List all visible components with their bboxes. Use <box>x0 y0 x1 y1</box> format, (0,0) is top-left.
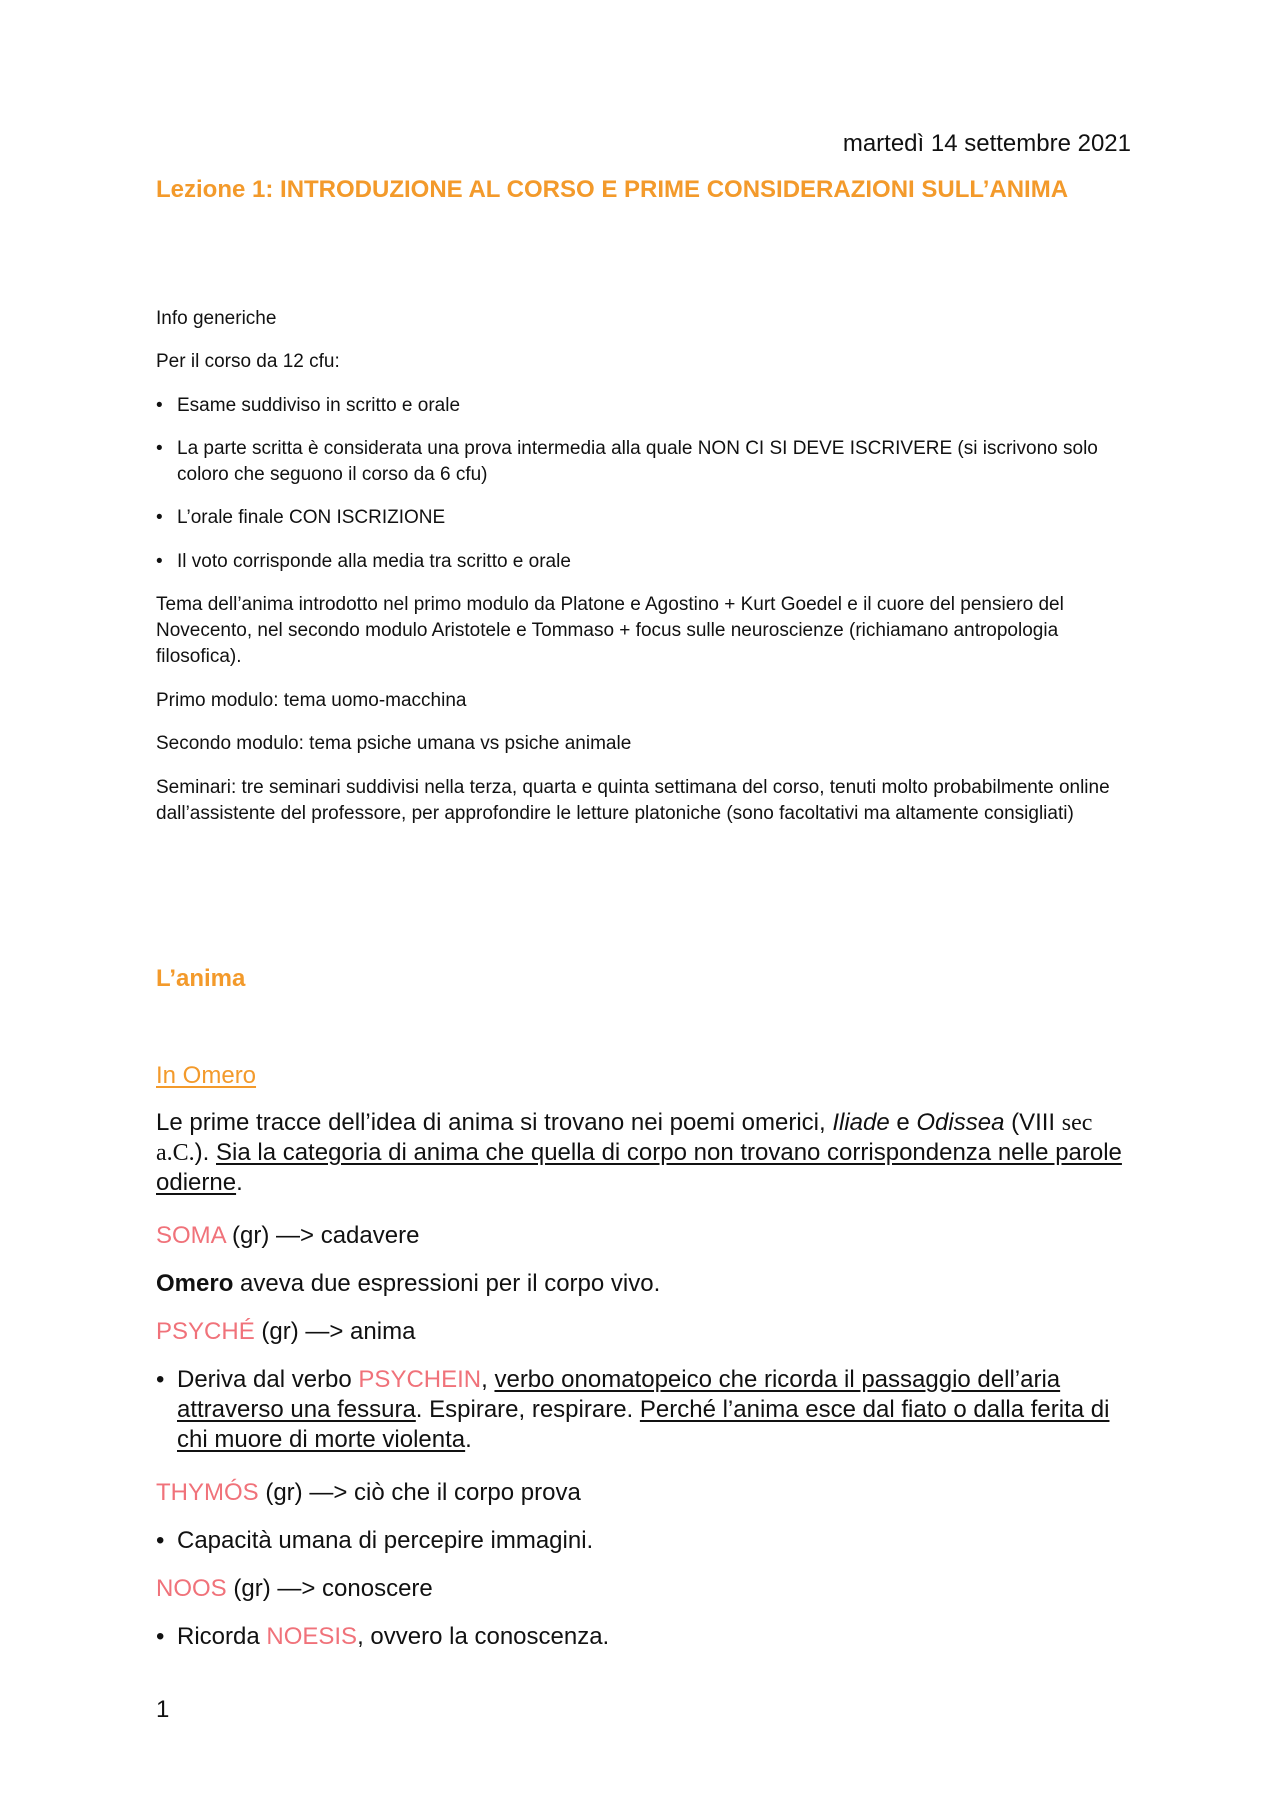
term-definition: (gr) —> ciò che il corpo prova <box>258 1479 581 1506</box>
soma-line <box>156 1221 1131 1251</box>
secondo-modulo: Secondo modulo: tema psiche umana vs psiche animale <box>156 733 632 754</box>
list-item <box>156 1622 1131 1652</box>
primo-modulo: Primo modulo: tema uomo-macchina <box>156 690 467 711</box>
odissea-title: Odissea <box>916 1109 1005 1136</box>
intro-text: (VIII <box>1004 1109 1062 1136</box>
intro-text: ). <box>194 1139 216 1166</box>
bullet-text: Il voto corrisponde alla media tra scritto e orale <box>177 551 571 572</box>
term-definition: (gr) —> anima <box>254 1318 416 1345</box>
tema-paragraph: Tema dell’anima introdotto nel primo modulo da Platone e Agostino + Kurt Goedel e il cuore del pensiero del Novecento, nel secondo modulo Aristotele e Tommaso + focus sulle neuroscienze (richiamano antropologia filosofica). <box>156 594 1064 667</box>
term-noos: NOOS <box>156 1575 227 1602</box>
century-text: sec a.C. <box>156 1110 1093 1166</box>
bullet-dot-icon: • <box>156 1366 165 1393</box>
iliade-title: Iliade <box>832 1109 890 1136</box>
bullet-dot-icon: • <box>156 395 163 416</box>
bullet-dot-icon: • <box>156 507 163 528</box>
bullet-text: Ricorda <box>177 1623 267 1650</box>
term-definition: (gr) —> conoscere <box>226 1575 433 1602</box>
bullet-dot-icon: • <box>156 551 163 572</box>
lesson-date: martedì 14 settembre 2021 <box>842 130 1131 157</box>
section-title: L’anima <box>156 965 246 992</box>
term-definition: (gr) —> cadavere <box>225 1222 420 1249</box>
bullet-text: L’orale finale CON ISCRIZIONE <box>177 507 446 528</box>
list-item <box>156 1526 1131 1556</box>
bullet-text: Capacità umana di percepire immagini. <box>177 1527 594 1554</box>
psyche-line <box>156 1317 1131 1347</box>
list-item <box>156 393 1131 419</box>
bullet-text: La parte scritta è considerata una prova intermedia alla quale NON CI SI DEVE ISCRIVERE (si iscrivono solo coloro che seguono il corso da 6 cfu) <box>177 438 1098 485</box>
info-heading: Info generiche <box>156 308 277 329</box>
term-thymos: THYMÓS <box>156 1479 259 1506</box>
page-number: 1 <box>156 1696 170 1723</box>
intro-paragraph <box>156 1108 1131 1198</box>
subsection-title: In Omero <box>156 1062 257 1089</box>
list-item <box>156 505 1131 531</box>
noos-line <box>156 1574 1131 1604</box>
lesson-title: Lezione 1: INTRODUZIONE AL CORSO E PRIME CONSIDERAZIONI SULL’ANIMA <box>156 176 1069 203</box>
underlined-statement: Perché l’anima esce dal fiato o dalla ferita di chi muore di morte violenta <box>177 1396 1110 1453</box>
bullet-text: , <box>481 1366 495 1393</box>
underlined-statement: verbo onomatopeico che ricorda il passaggio dell’aria attraverso una fessura <box>177 1366 1061 1423</box>
list-item <box>156 1365 1131 1455</box>
bullet-text: Esame suddiviso in scritto e orale <box>177 395 461 416</box>
term-noesis: NOESIS <box>266 1623 358 1650</box>
thymos-line <box>156 1478 1131 1508</box>
list-item <box>156 549 1131 575</box>
omero-text: aveva due espressioni per il corpo vivo. <box>233 1270 661 1297</box>
bullet-text: . <box>465 1426 472 1453</box>
intro-text: . <box>236 1169 243 1196</box>
term-soma: SOMA <box>156 1222 226 1249</box>
bullet-text: . Espirare, respirare. <box>415 1396 640 1423</box>
term-psychein: PSYCHEIN <box>358 1366 482 1393</box>
bullet-text: Deriva dal verbo <box>177 1366 359 1393</box>
bullet-text: , ovvero la conoscenza. <box>357 1623 610 1650</box>
omero-bold: Omero <box>156 1270 234 1297</box>
intro-text: e <box>889 1109 917 1136</box>
seminari-paragraph: Seminari: tre seminari suddivisi nella terza, quarta e quinta settimana del corso, tenuti molto probabilmente online dall’assistente del professore, per approfondire le letture platoniche (sono facoltativi ma altamente consigliati) <box>156 777 1110 824</box>
term-psyche: PSYCHÉ <box>156 1318 255 1345</box>
underlined-statement: Sia la categoria di anima che quella di corpo non trovano corrispondenza nelle parole odierne <box>156 1139 1122 1196</box>
course-line: Per il corso da 12 cfu: <box>156 351 340 372</box>
omero-line <box>156 1269 1131 1299</box>
bullet-dot-icon: • <box>156 438 163 459</box>
list-item <box>156 436 1131 488</box>
bullet-dot-icon: • <box>156 1527 165 1554</box>
bullet-dot-icon: • <box>156 1623 165 1650</box>
intro-text: Le prime tracce dell’idea di anima si trovano nei poemi omerici, <box>156 1109 833 1136</box>
